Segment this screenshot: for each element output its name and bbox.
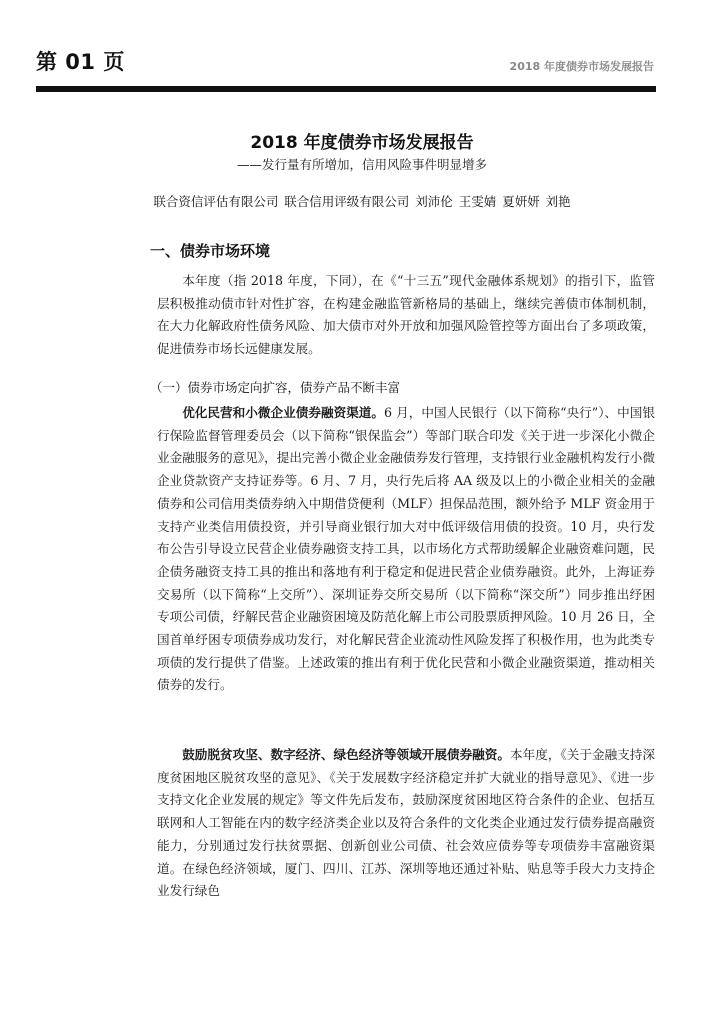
paragraph-body: 6 月，中国人民银行（以下简称“央行”）、中国银行保险监督管理委员会（以下简称“银保监会”）等部门联合印发《关于进一步深化小微企业金融服务的意见》，提出完善小微企业金融债券发行管理，支持银行业金融机构发行小微企业贷款资产支持证券等。6 月、7 月，央行先后将 AA 级及以上的小微企业相关的金融债券和公司信用类债券纳入中期借贷便利（MLF）担保品范围，额外给予 MLF 资金用于支持产业类信用债投资，并引导商业银行加大对中低评级信用债的投资。10 月，央行发布公告引导设立民营企业债券融资支持工具，以市场化方式帮助缓解企业融资难问题，民企债务融资支持工具的推出和落地有利于稳定和促进民营企业债券融资。此外，上海证券交易所（以下简称“上交所”）、深圳证券交所交易所（以下简称“深交所”）同步推出纾困专项公司债，纾解民营企业融资困境及防范化解上市公司股票质押风险。10 月 26 日，全国首单纾困专项债券成功发行，对化解民营企业流动性风险发挥了积极作用，也为此类专项债的发行提供了借鉴。上述政策的推出有利于优化民营和小微企业融资渠道，推动相关债券的发行。 [157,405,656,693]
section-heading: 一、债券市场环境 [150,242,271,260]
page-number: 第 01 页 [36,50,125,74]
paragraph-lead: 优化民营和小微企业债券融资渠道。 [182,405,385,420]
running-title: 2018 年度债券市场发展报告 [509,60,654,73]
document-subtitle: ——发行量有所增加，信用风险事件明显增多 [236,157,487,172]
intro-paragraph: 本年度（指 2018 年度，下同），在《“十三五”现代金融体系规划》的指引下，监管层积极推动债市针对性扩容，在构建金融监管新格局的基础上，继续完善债市体制机制，在大力化解政府性债务风险、加大债市对外开放和加强风险管控等方面出台了多项政策，促进债券市场长远健康发展。 [157,273,655,357]
header-rule [36,86,656,92]
page-header [36,46,656,76]
body-paragraph-2 [157,744,655,903]
paragraph-lead: 鼓励脱贫攻坚、数字经济、绿色经济等领域开展债券融资。 [182,747,511,762]
body-paragraph-1 [157,402,655,697]
document-title: 2018 年度债券市场发展报告 [250,133,474,153]
paragraph-body: 本年度，《关于金融支持深度贫困地区脱贫攻坚的意见》、《关于发展数字经济稳定并扩大就业的指导意见》、《进一步支持文化企业发展的规定》等文件先后发布，鼓励深度贫困地区符合条件的企业、包括互联网和人工智能在内的数字经济类企业以及符合条件的文化类企业通过发行债券提高融资能力，分别通过发行扶贫票据、创新创业公司债、社会效应债券等专项债券丰富融资渠道。在绿色经济领域，厦门、四川、江苏、深圳等地还通过补贴、贴息等手段大力支持企业发行绿色 [157,747,656,899]
author-line: 联合资信评估有限公司 联合信用评级有限公司 刘沛伦 王雯婧 夏妍妍 刘艳 [153,194,571,209]
subsection-heading: （一）债券市场定向扩容，债券产品不断丰富 [150,380,401,395]
